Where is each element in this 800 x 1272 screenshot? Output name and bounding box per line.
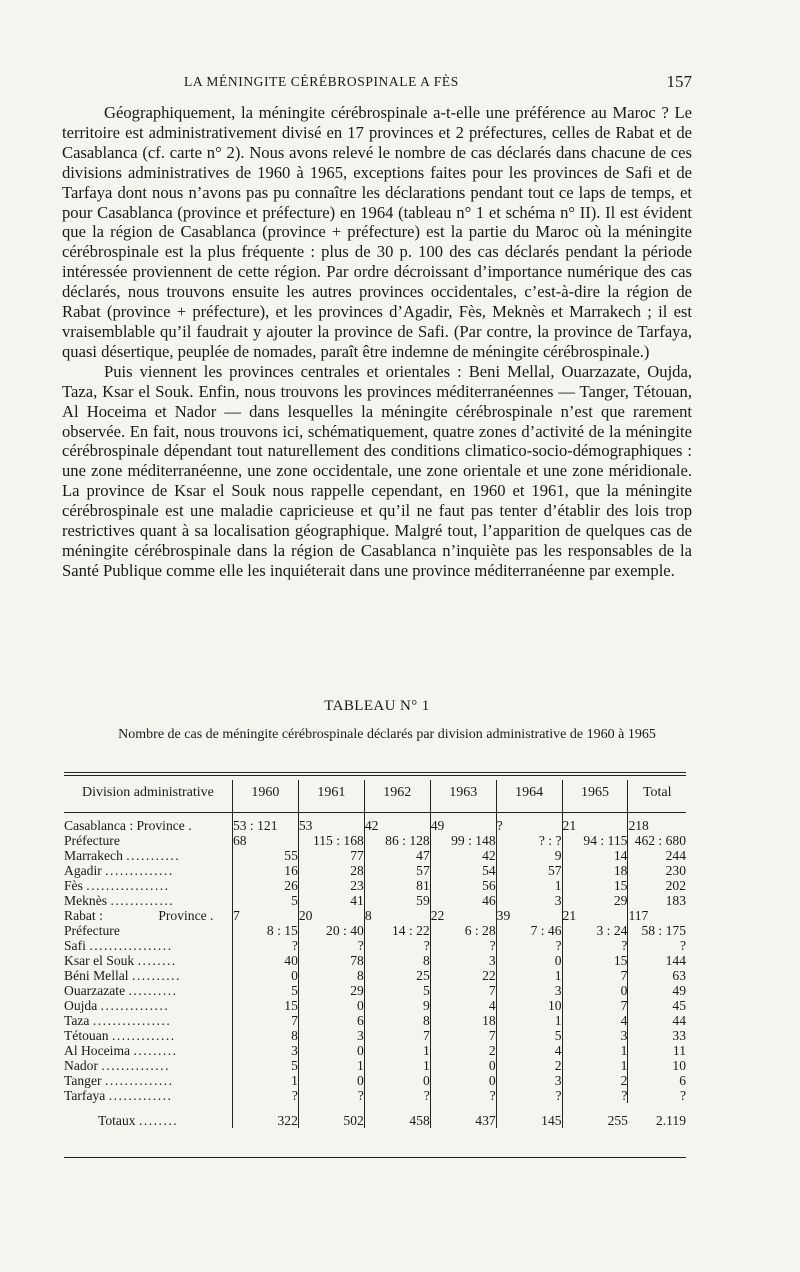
table-cell: 3 [298, 1028, 364, 1043]
table-cell: 244 [628, 848, 686, 863]
row-name: Taza ................ [64, 1013, 172, 1028]
sub-label: Préfecture [64, 833, 120, 848]
table-cell: 0 [562, 983, 628, 998]
row-name: Tarfaya ............. [64, 1088, 173, 1103]
table-cell: ? [298, 1088, 364, 1103]
table-cell: 47 [364, 848, 430, 863]
table-cell: ? [232, 938, 298, 953]
table-cell: 1 [364, 1058, 430, 1073]
table-cell: 57 [496, 863, 562, 878]
row-name: Ouarzazate .......... [64, 983, 178, 998]
table-cell: 3 [496, 1073, 562, 1088]
table-cell: 0 [298, 998, 364, 1013]
table-cell: 15 [562, 878, 628, 893]
table-cell: 26 [232, 878, 298, 893]
table-cell: 14 : 22 [364, 923, 430, 938]
table-cell: ? [496, 938, 562, 953]
table-cell: ? [496, 1088, 562, 1103]
table-cell: 3 [496, 983, 562, 998]
table-cell: 9 [364, 998, 430, 1013]
table-cell: 218 [628, 818, 686, 833]
table-cell: 21 [562, 818, 628, 833]
table-cell: 15 [562, 953, 628, 968]
table-cell: 28 [298, 863, 364, 878]
row-name: Safi ................. [64, 938, 173, 953]
header-1960: 1960 [232, 780, 298, 806]
table-cell: 40 [232, 953, 298, 968]
table-cell: 3 [562, 1028, 628, 1043]
table-cell: 53 [298, 818, 364, 833]
table-cell: 21 [562, 908, 628, 923]
total-cell: 437 [430, 1113, 496, 1128]
table-cell: 2 [430, 1043, 496, 1058]
total-cell: 2.119 [655, 1113, 686, 1128]
table-cell: 7 [232, 908, 298, 923]
table-row: Casablanca : Province . 53 : 121 53 42 49 ? 21 218 [64, 818, 686, 833]
table-cell: 202 [628, 878, 686, 893]
table-cell: 54 [430, 863, 496, 878]
page [62, 0, 692, 1272]
table-rule [64, 775, 686, 776]
table-cell: 8 [364, 908, 430, 923]
table-row [64, 938, 686, 953]
total-cell: 502 [298, 1113, 364, 1128]
row-name: Ksar el Souk ........ [64, 953, 177, 968]
table-cell: 25 [364, 968, 430, 983]
table-row [64, 983, 686, 998]
header-total: Total [628, 780, 686, 806]
table-cell: 46 [430, 893, 496, 908]
header-1961: 1961 [298, 780, 364, 806]
header-1963: 1963 [430, 780, 496, 806]
table-cell: 4 [496, 1043, 562, 1058]
table-rule [64, 1157, 686, 1158]
table-cell: 183 [628, 893, 686, 908]
total-cell: 255 [562, 1113, 628, 1128]
table-cell: 5 [496, 1028, 562, 1043]
table-cell: 3 : 24 [562, 923, 628, 938]
row-name: Meknès ............. [64, 893, 175, 908]
table-row [64, 833, 686, 848]
running-head [62, 72, 692, 96]
sub-label: Préfecture [64, 923, 120, 938]
table-cell: 94 : 115 [562, 833, 628, 848]
table-cell: 49 [628, 983, 686, 998]
table-row [64, 848, 686, 863]
table-cell: 56 [430, 878, 496, 893]
table-title: TABLEAU N° 1 [324, 698, 430, 714]
table-cell: 10 [628, 1058, 686, 1073]
table-cell: 29 [562, 893, 628, 908]
table-cell: 7 [364, 1028, 430, 1043]
row-name: Totaux ........ [97, 1113, 179, 1128]
table-cell: 7 [232, 1013, 298, 1028]
table-cell: 22 [430, 908, 496, 923]
table-cell: 20 [298, 908, 364, 923]
table-cell: 1 [364, 1043, 430, 1058]
table-cell: 18 [430, 1013, 496, 1028]
table-cell: 77 [298, 848, 364, 863]
table-cell: 20 : 40 [298, 923, 364, 938]
table-cell: 63 [628, 968, 686, 983]
total-cell: 322 [232, 1113, 298, 1128]
row-name: Marrakech ........... [64, 848, 181, 863]
table-cell: 1 [562, 1058, 628, 1073]
table-cell: 7 [430, 1028, 496, 1043]
sub-label: Province [158, 908, 207, 923]
table-cell: ? [628, 938, 686, 953]
table-cell: 9 [496, 848, 562, 863]
table-cell: 53 [232, 818, 247, 833]
table-row [64, 878, 686, 893]
total-cell: 145 [496, 1113, 562, 1128]
table-caption: Nombre de cas de méningite cérébrospinale déclarés par division administrative de 1960 à 1965 [118, 727, 656, 742]
table-cell: 22 [430, 968, 496, 983]
table-cell: 45 [628, 998, 686, 1013]
table-cell: 49 [430, 818, 496, 833]
table-rule [64, 772, 686, 773]
header-1964: 1964 [496, 780, 562, 806]
table-cell: 144 [628, 953, 686, 968]
table-cell: 23 [298, 878, 364, 893]
table-cell: ? [430, 1088, 496, 1103]
table-header-row [64, 780, 686, 806]
table-cell: 18 [562, 863, 628, 878]
table-cell: 5 [232, 983, 298, 998]
table-cell: 230 [628, 863, 686, 878]
table-cell: 115 : 168 [298, 833, 364, 848]
table-cell: 8 [364, 953, 430, 968]
table-cell: 6 [298, 1013, 364, 1028]
row-name: Fès ................. [64, 878, 170, 893]
table-cell: 2 [562, 1073, 628, 1088]
table-cell: 44 [628, 1013, 686, 1028]
total-cell: 458 [364, 1113, 430, 1128]
row-name: Tanger .............. [64, 1073, 174, 1088]
row-name: Tétouan ............. [64, 1028, 176, 1043]
table-cell: 15 [232, 998, 298, 1013]
table-cell: 39 [496, 908, 562, 923]
table-cell: 0 [298, 1073, 364, 1088]
table-cell: 0 [298, 1043, 364, 1058]
table-cell: 8 [298, 968, 364, 983]
table-cell: 68 [232, 833, 298, 848]
table-row [64, 1058, 686, 1073]
row-name: Agadir .............. [64, 863, 174, 878]
table-cell: 58 : 175 [628, 923, 686, 938]
table-cell: ? [232, 1088, 298, 1103]
table-row [64, 968, 686, 983]
row-name: Rabat [64, 908, 96, 923]
table-cell: 0 [430, 1058, 496, 1073]
table-cell: 1 [232, 1073, 298, 1088]
table-cell: 8 [232, 1028, 298, 1043]
running-head-title: LA MÉNINGITE CÉRÉBROSPINALE A FÈS [184, 74, 459, 89]
table-row [64, 1073, 686, 1088]
table-cell: 3 [496, 893, 562, 908]
table-cell: 6 : 28 [430, 923, 496, 938]
row-name: Béni Mellal .......... [64, 968, 181, 983]
table-row [64, 923, 686, 938]
table-cell: ? [562, 1088, 628, 1103]
table-cell: 5 [232, 1058, 298, 1073]
table-cell: ? [628, 1088, 686, 1103]
totals-row [64, 1113, 686, 1128]
table-cell: 1 [496, 968, 562, 983]
table-cell: 16 [232, 863, 298, 878]
paragraph: Puis viennent les provinces centrales et orientales : Beni Mellal, Ouarzazate, Oujda, Taza, Ksar el Souk. Enfin, nous trouvons les provinces méditerranéennes — Tanger, Tétouan, Al Hoceima et Nador — dans lesquelles la méningite cérébrospinale n’est que rarement observée. En fait, nous trouvons ici, schématiquement, quatre zones d’activité de la méningite cérébrospinale dépendant tout naturellement des conditions climatico-socio-démographiques : une zone méditerranéenne, une zone occidentale, une zone orientale et une zone méridionale. La province de Ksar el Souk nous rappelle cependant, en 1960 et 1961, que la méningite cérébrospinale est une maladie capricieuse et qu’il ne faut pas tenter d’établir des lois trop restrictives quant à sa localisation géographique. Malgré tout, l’apparition de quelques cas de méningite cérébrospinale dans la région de Casablanca n’inquiète pas les responsables de la Santé Publique comme elle les inquiéterait dans une province méditerranéenne par exemple. [62, 361, 692, 580]
data-table [64, 780, 686, 1128]
table-cell: 3 [430, 953, 496, 968]
table-cell: 117 [628, 908, 686, 923]
table-cell: ? [496, 818, 562, 833]
table-cell: 5 [232, 893, 298, 908]
sub-label: Province [136, 818, 185, 833]
table-row [64, 1028, 686, 1043]
header-1962: 1962 [364, 780, 430, 806]
paragraph: Géographiquement, la méningite cérébrospinale a-t-elle une préférence au Maroc ? Le territoire est administrativement divisé en 17 provinces et 2 préfectures, celles de Rabat et de Casablanca (cf. carte n° 2). Nous avons relevé le nombre de cas déclarés dans chacune de ces divisions administratives de 1960 à 1965, exceptions faites pour les provinces de Safi et de Tarfaya dont nous n’avons pas pu connaître les déclarations pendant tout ce laps de temps, et pour Casablanca (province et préfecture) en 1964 (tableau n° 1 et schéma n° II). Il est évident que la région de Casablanca (province + préfecture) est la partie du Maroc où la méningite cérébrospinale est la plus fréquente : plus de 30 p. 100 des cas déclarés pendant la période intéressée proviennent de cette région. Par ordre décroissant d’importance numérique des cas déclarés, nous trouvons ensuite les autres provinces occidentales, c’est-à-dire la région de Rabat (province + préfecture), et les provinces d’Agadir, Fès, Meknès et Marrakech ; il est vraisemblable qu’il faudrait y ajouter la province de Safi. (Par contre, la province de Tarfaya, quasi désertique, peuplée de nomades, paraît être indemne de méningite cérébrospinale.) [62, 103, 692, 361]
table-cell: ? [562, 938, 628, 953]
table-cell: 7 [562, 968, 628, 983]
table-cell: 59 [364, 893, 430, 908]
table-cell: 1 [562, 1043, 628, 1058]
table-cell: 7 [562, 998, 628, 1013]
page-number: 157 [666, 72, 692, 91]
table-row [64, 1088, 686, 1103]
table-cell: 1 [496, 878, 562, 893]
table-cell: 86 : 128 [364, 833, 430, 848]
table-cell: 99 : 148 [430, 833, 496, 848]
table-cell: 1 [298, 1058, 364, 1073]
table-cell: 462 : 680 [628, 833, 686, 848]
table-cell: 29 [298, 983, 364, 998]
row-name: Oujda .............. [64, 998, 170, 1013]
table-cell: 6 [628, 1073, 686, 1088]
table-cell: 7 : 46 [496, 923, 562, 938]
table-cell: 0 [496, 953, 562, 968]
row-name: Al Hoceima ......... [64, 1043, 178, 1058]
table-row [64, 1013, 686, 1028]
header-division: Division administrative [82, 785, 214, 800]
table-cell: 8 [364, 1013, 430, 1028]
table-cell: 5 [364, 983, 430, 998]
table-cell: 0 [430, 1073, 496, 1088]
table-cell: ? : ? [496, 833, 562, 848]
table-row [64, 893, 686, 908]
table-cell: 55 [232, 848, 298, 863]
body-text [62, 103, 692, 581]
table-cell: 78 [298, 953, 364, 968]
table-row [64, 1043, 686, 1058]
table-cell: 14 [562, 848, 628, 863]
table-cell: 41 [298, 893, 364, 908]
table-cell: 2 [496, 1058, 562, 1073]
table-cell: ? [430, 938, 496, 953]
table-row [64, 953, 686, 968]
table-row: Rabat : Province . 7 20 8 22 39 21 117 [64, 908, 686, 923]
table-row [64, 998, 686, 1013]
table-cell: 121 [257, 818, 278, 833]
table-cell: 33 [628, 1028, 686, 1043]
table-cell: 42 [430, 848, 496, 863]
table-cell: ? [364, 1088, 430, 1103]
table-row [64, 863, 686, 878]
table-cell: ? [298, 938, 364, 953]
table-cell: 4 [430, 998, 496, 1013]
table-cell: 0 [364, 1073, 430, 1088]
table-cell: 7 [430, 983, 496, 998]
header-1965: 1965 [562, 780, 628, 806]
table-cell: 4 [562, 1013, 628, 1028]
row-name: Nador .............. [64, 1058, 170, 1073]
table-cell: 11 [628, 1043, 686, 1058]
table-cell: 81 [364, 878, 430, 893]
row-name: Casablanca [64, 818, 126, 833]
table-cell: 42 [364, 818, 430, 833]
table-cell: 10 [496, 998, 562, 1013]
table-cell: 1 [496, 1013, 562, 1028]
table-cell: 0 [232, 968, 298, 983]
table-cell: ? [364, 938, 430, 953]
table-cell: 8 : 15 [232, 923, 298, 938]
table-cell: 3 [232, 1043, 298, 1058]
table-cell: 57 [364, 863, 430, 878]
